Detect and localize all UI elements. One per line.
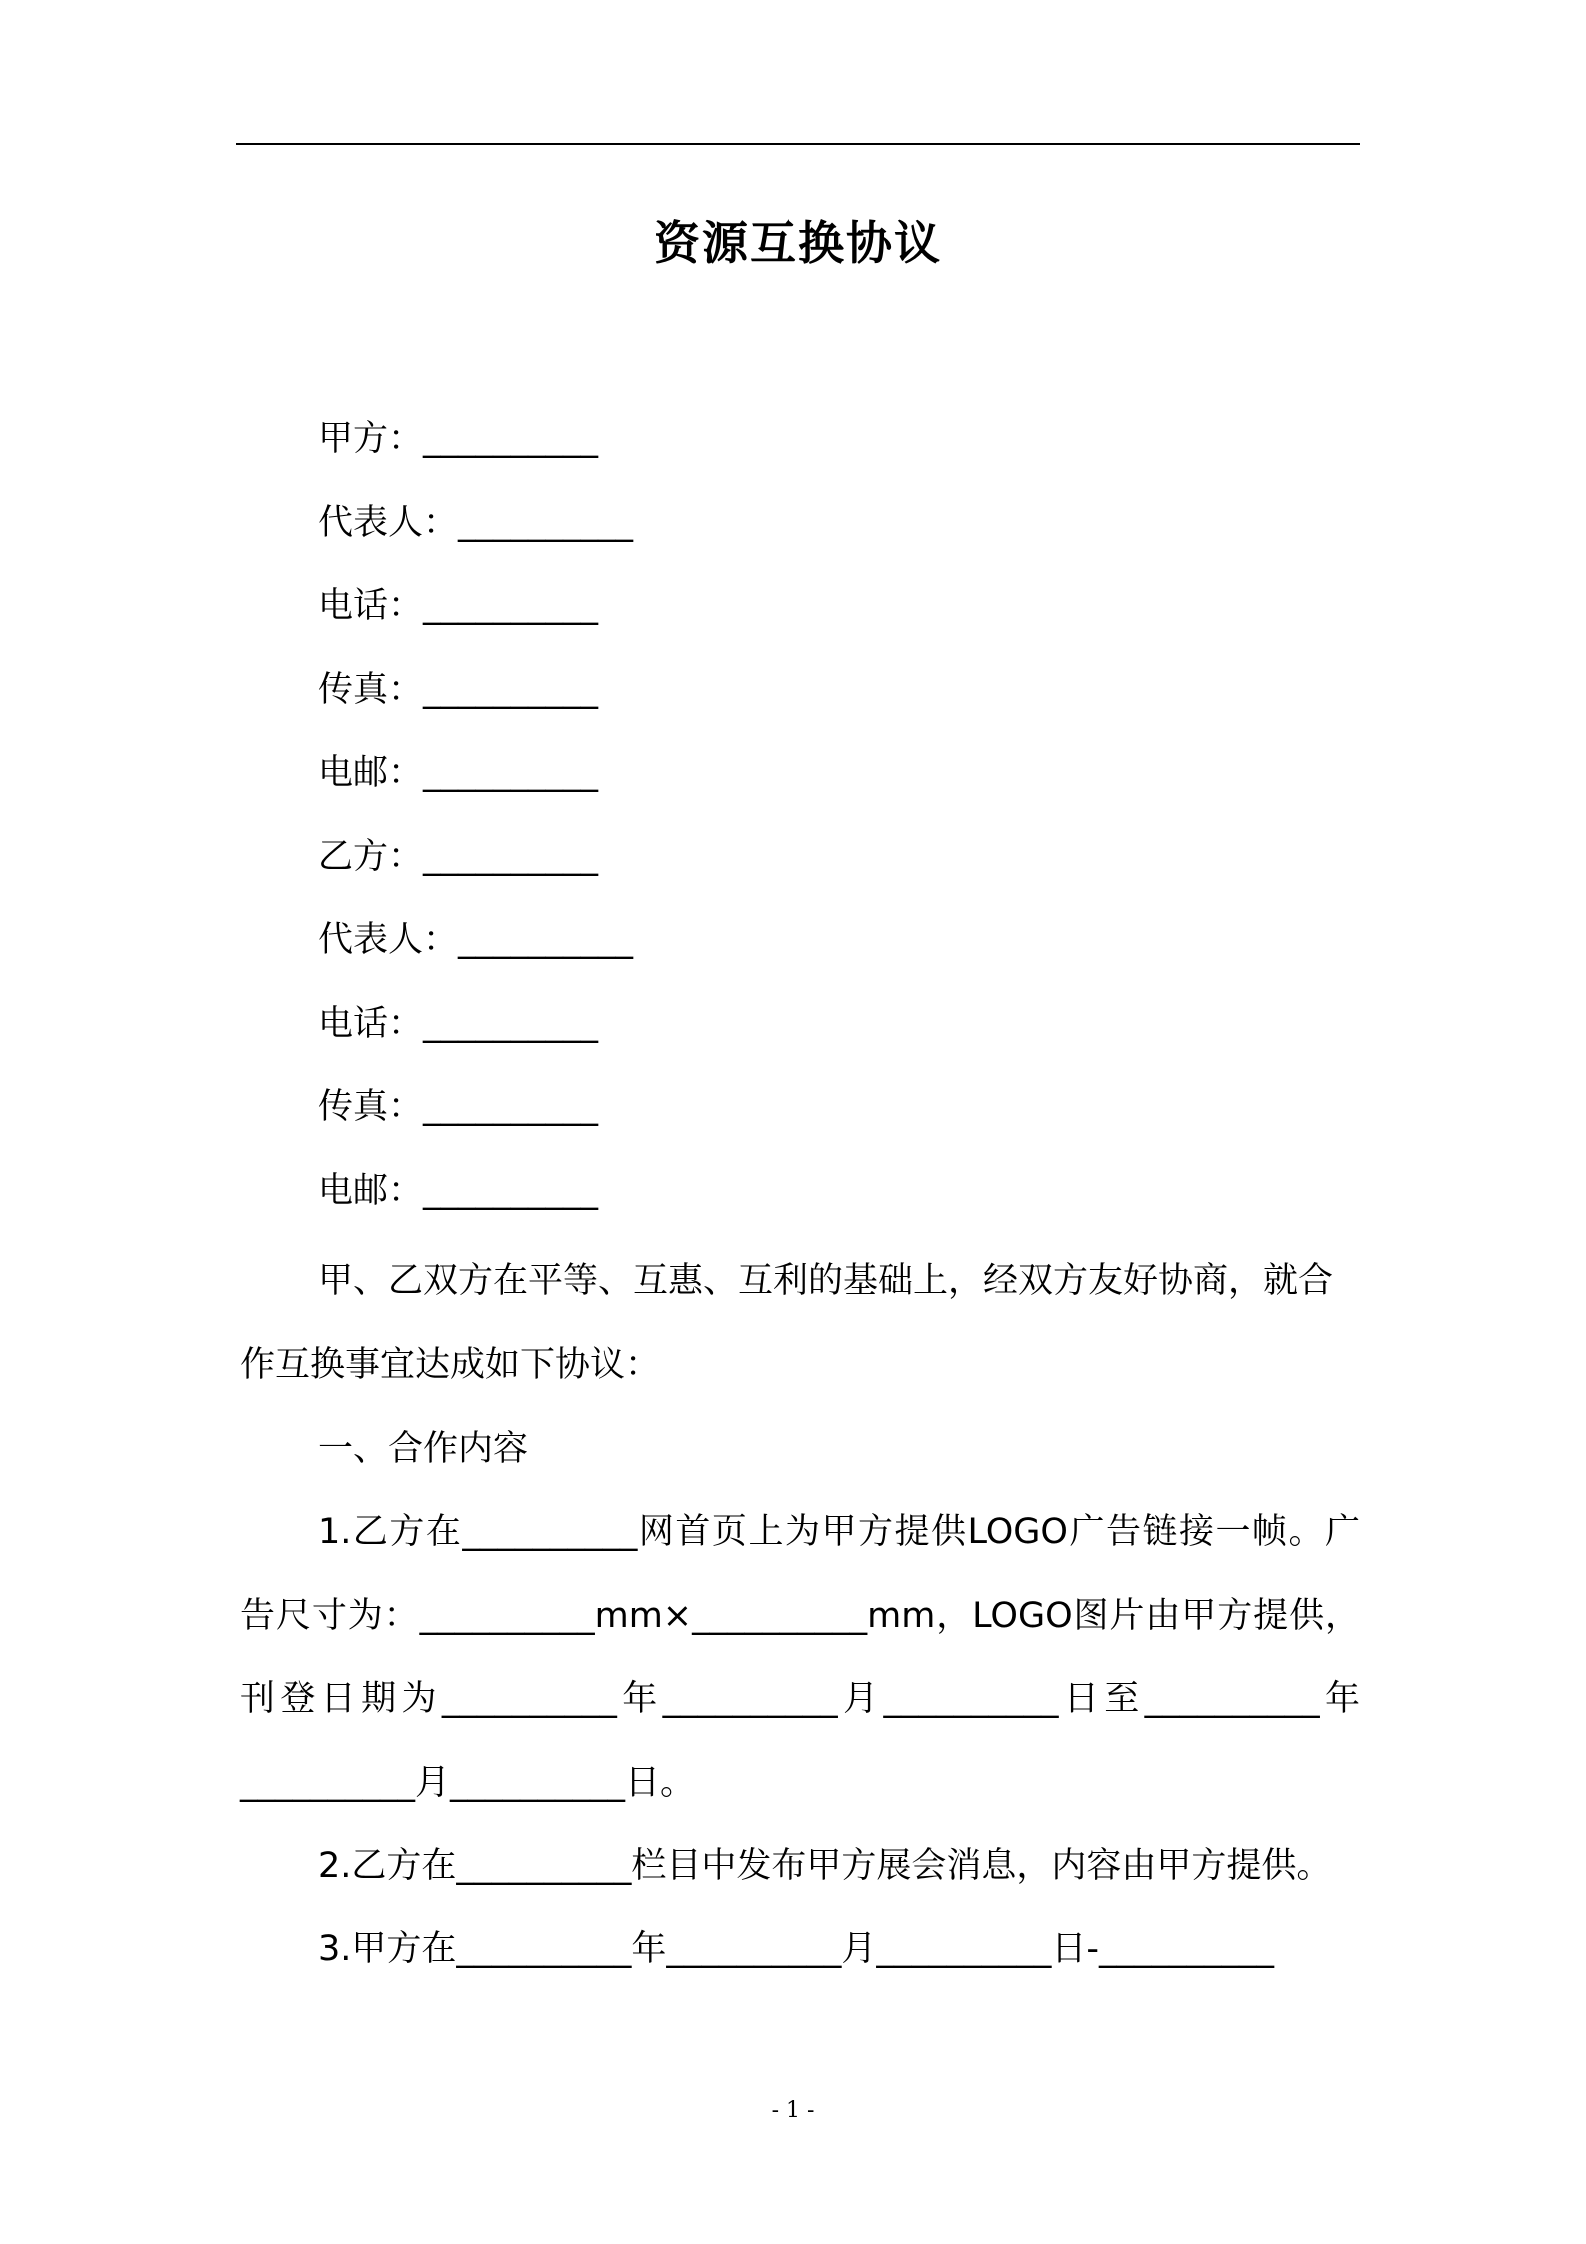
- party-b-representative: 代表人：__________: [318, 920, 634, 960]
- section-heading-cooperation: 一、合作内容: [318, 1429, 529, 1469]
- clause-1: 1.乙方在__________网首页上为甲方提供LOGO广告链接一帧。广告尺寸为：__________mm×__________mm，LOGO图片由甲方提供，刊登日期为__________年__________月__________日至__________年__________月__________日。: [240, 1512, 1360, 1803]
- party-b-name: 乙方：__________: [318, 836, 599, 877]
- party-a-representative: 代表人：__________: [318, 502, 634, 543]
- party-b-fax: 传真：__________: [318, 1087, 599, 1127]
- document-title: 资源互换协议: [654, 216, 942, 270]
- intro-paragraph: 甲、乙双方在平等、互惠、互利的基础上，经双方友好协商，就合作互换事宜达成如下协议：: [240, 1261, 1334, 1385]
- party-b-email: 电邮：__________: [318, 1170, 599, 1211]
- party-b-phone: 电话：__________: [318, 1003, 599, 1044]
- clause-3: 3.甲方在__________年__________月__________日-__________: [318, 1929, 1275, 1969]
- party-a-phone: 电话：__________: [318, 586, 599, 626]
- party-a-email: 电邮：__________: [318, 753, 599, 793]
- clause-2: 2.乙方在__________栏目中发布甲方展会消息，内容由甲方提供。: [318, 1846, 1332, 1886]
- party-a-fax: 传真：__________: [318, 669, 599, 710]
- party-a-name: 甲方：__________: [318, 419, 599, 459]
- header-rule: [236, 143, 1360, 145]
- party-fields: [318, 404, 633, 1239]
- page-number: - 1 -: [771, 2098, 815, 2123]
